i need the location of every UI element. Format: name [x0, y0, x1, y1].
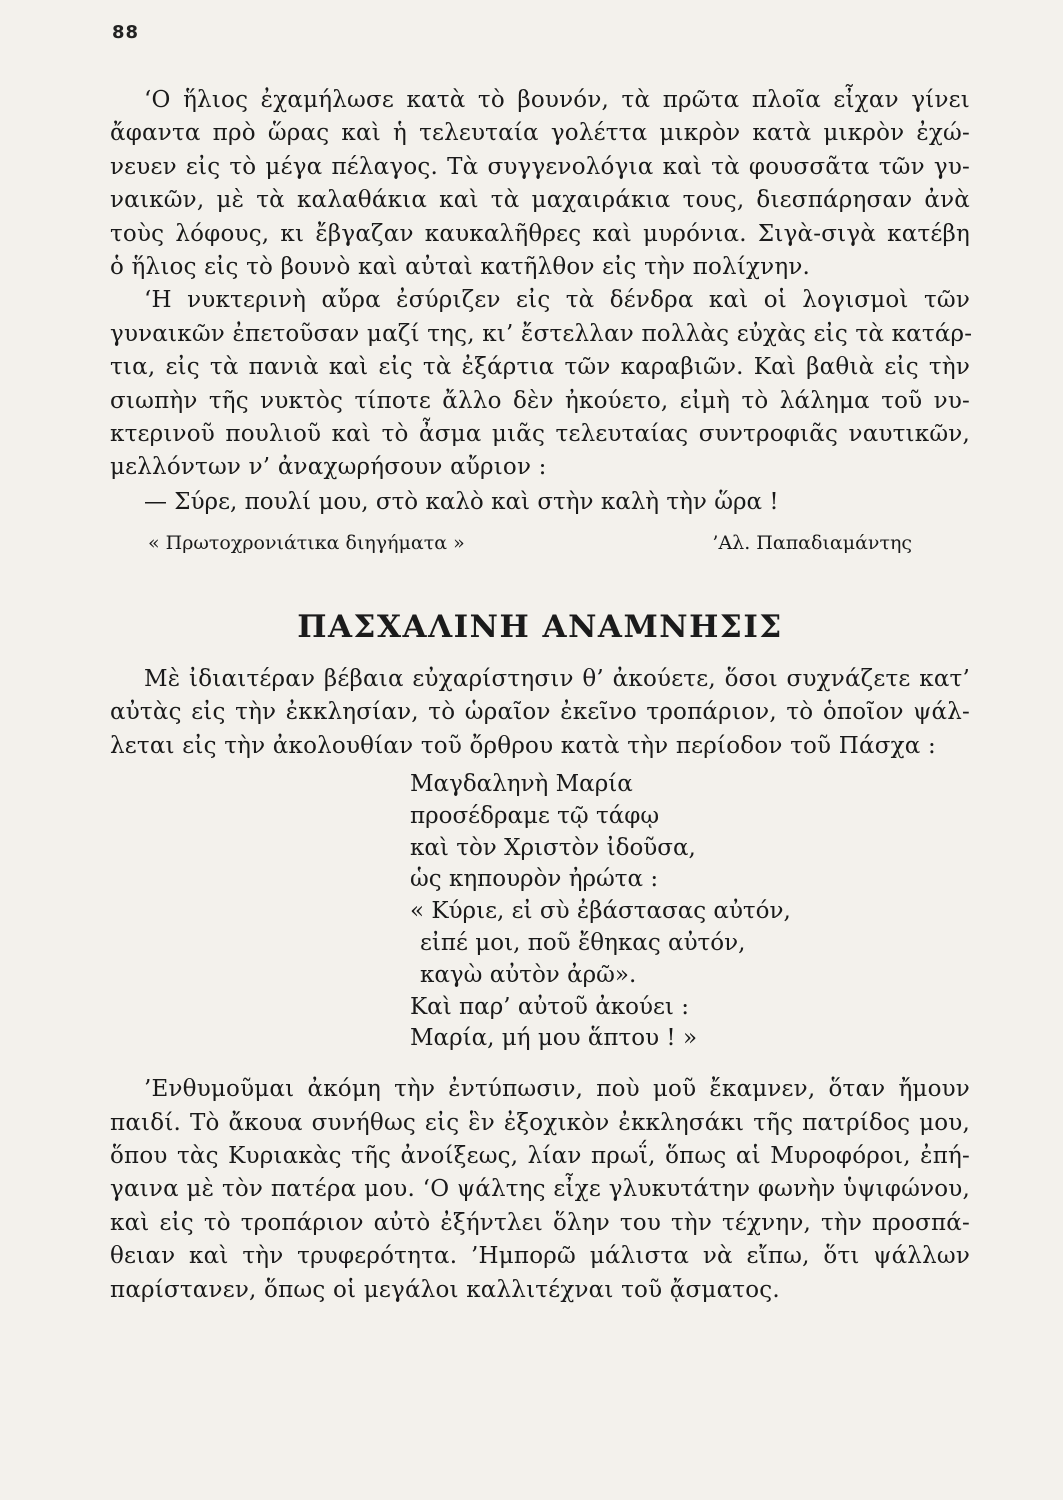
- text-line: κτερινοῦ πουλιοῦ καὶ τὸ ἆσμα μιᾶς τελευταίας συντροφιᾶς ναυτικῶν,: [110, 421, 970, 448]
- text-line: τοὺς λόφους, κι ἔβγαζαν καυκαλῆθρες καὶ μυρόνια. Σιγὰ-σιγὰ κατέβη: [110, 220, 970, 247]
- hymn-line: « Κύριε, εἰ σὺ ἐβάστασας αὐτόν,: [410, 898, 791, 925]
- spacer: [110, 1063, 970, 1073]
- hymn-verse-block: [410, 769, 970, 1055]
- text-line: τια, εἰς τὰ πανιὰ καὶ εἰς τὰ ἐξάρτια τῶν καραβιῶν. Καὶ βαθιὰ εἰς τὴν: [110, 354, 970, 381]
- text-line: ἄφαντα πρὸ ὥρας καὶ ἡ τελευταία γολέττα μικρὸν κατὰ μικρὸν ἐχώ-: [110, 120, 970, 147]
- page-number: 88: [112, 22, 140, 43]
- hymn-line: Μαρία, μή μου ἅπτου ! »: [410, 1025, 698, 1052]
- section-heading: ΠΑΣΧΑΛΙΝΗ ΑΝΑΜΝΗΣΙΣ: [297, 608, 783, 645]
- text-line: νευεν εἰς τὸ μέγα πέλαγος. Τὰ συγγενολόγια καὶ τὰ φουσσᾶτα τῶν γυ-: [110, 153, 970, 180]
- hymn-line: καγὼ αὐτὸν ἀρῶ».: [420, 961, 637, 988]
- paragraph-hymn-intro: [110, 663, 970, 763]
- source-attribution: [110, 529, 970, 557]
- page-body: [110, 84, 973, 1307]
- text-line: ‘Η νυκτερινὴ αὔρα ἐσύριζεν εἰς τὰ δένδρα καὶ οἱ λογισμοὶ τῶν: [144, 287, 970, 314]
- hymn-line: εἰπέ μοι, ποῦ ἔθηκας αὐτόν,: [420, 930, 746, 957]
- text-line: γαινα μὲ τὸν πατέρα μου. ‘Ο ψάλτης εἶχε γλυκυτάτην φωνὴν ὑψιφώνου,: [110, 1176, 970, 1203]
- text-line: μελλόντων ν’ ἀναχωρήσουν αὔριον :: [110, 454, 547, 481]
- text-line: αὐτὰς εἰς τὴν ἐκκλησίαν, τὸ ὡραῖον ἐκεῖνο τροπάριον, τὸ ὁποῖον ψάλ-: [110, 699, 970, 726]
- dialogue-line: — Σύρε, πουλί μου, στὸ καλὸ καὶ στὴν καλὴ τὴν ὥρα !: [144, 488, 779, 515]
- source-author: ’Αλ. Παπαδιαμάντης: [712, 531, 912, 554]
- text-line: παρίστανεν, ὅπως οἱ μεγάλοι καλλιτέχναι τοῦ ᾄσματος.: [110, 1276, 780, 1303]
- paragraph-night-breeze: [110, 284, 973, 484]
- text-line: ‘Ο ἥλιος ἐχαμήλωσε κατὰ τὸ βουνόν, τὰ πρῶτα πλοῖα εἶχαν γίνει: [144, 87, 970, 113]
- text-line: ὁ ἥλιος εἰς τὸ βουνὸ καὶ αὐταὶ κατῆλθον εἰς τὴν πολίχνην.: [110, 254, 811, 281]
- text-line: ὅπου τὰς Κυριακὰς τῆς ἀνοίξεως, λίαν πρωΐ, ὅπως αἱ Μυροφόροι, ἐπή-: [110, 1143, 970, 1170]
- paragraph-memory: [110, 1073, 970, 1307]
- hymn-line: ὡς κηπουρὸν ἠρώτα :: [410, 866, 659, 893]
- text-line: παιδί. Τὸ ἄκουα συνήθως εἰς ἓν ἐξοχικὸν ἐκκλησάκι τῆς πατρίδος μου,: [110, 1109, 970, 1136]
- text-line: καὶ εἰς τὸ τροπάριον αὐτὸ ἐξήντλει ὅλην του τὴν τέχνην, τὴν προσπά-: [110, 1209, 970, 1236]
- hymn-line: καὶ τὸν Χριστὸν ἰδοῦσα,: [410, 834, 696, 861]
- text-line: Μὲ ἰδιαιτέραν βέβαια εὐχαρίστησιν θ’ ἀκούετε, ὅσοι συχνάζετε κατ’: [144, 665, 970, 692]
- hymn-line: Καὶ παρ’ αὐτοῦ ἀκούει :: [410, 993, 689, 1020]
- text-line: λεται εἰς τὴν ἀκολουθίαν τοῦ ὄρθρου κατὰ τὴν περίοδον τοῦ Πάσχα :: [110, 732, 936, 759]
- paragraph-story-end: [110, 84, 970, 284]
- text-line: ναικῶν, μὲ τὰ καλαθάκια καὶ τὰ μαχαιράκια τους, διεσπάρησαν ἀνὰ: [110, 187, 970, 214]
- text-line: σιωπὴν τῆς νυκτὸς τίποτε ἄλλο δὲν ἠκούετο, εἰμὴ τὸ λάλημα τοῦ νυ-: [110, 387, 970, 414]
- text-line: ’Ενθυμοῦμαι ἀκόμη τὴν ἐντύπωσιν, ποὺ μοῦ ἔκαμνεν, ὅταν ἤμουν: [144, 1076, 970, 1103]
- hymn-line: Μαγδαληνὴ Μαρία: [410, 771, 633, 798]
- hymn-line: προσέδραμε τῷ τάφῳ: [410, 802, 660, 829]
- source-title: « Πρωτοχρονιάτικα διηγήματα »: [148, 531, 465, 554]
- text-line: θειαν καὶ τὴν τρυφερότητα. ’Ημπορῶ μάλιστα νὰ εἴπω, ὅτι ψάλλων: [110, 1243, 970, 1270]
- text-line: γυναικῶν ἐπετοῦσαν μαζί της, κι’ ἔστελλαν πολλὰς εὐχὰς εἰς τὰ κατάρ-: [110, 320, 973, 347]
